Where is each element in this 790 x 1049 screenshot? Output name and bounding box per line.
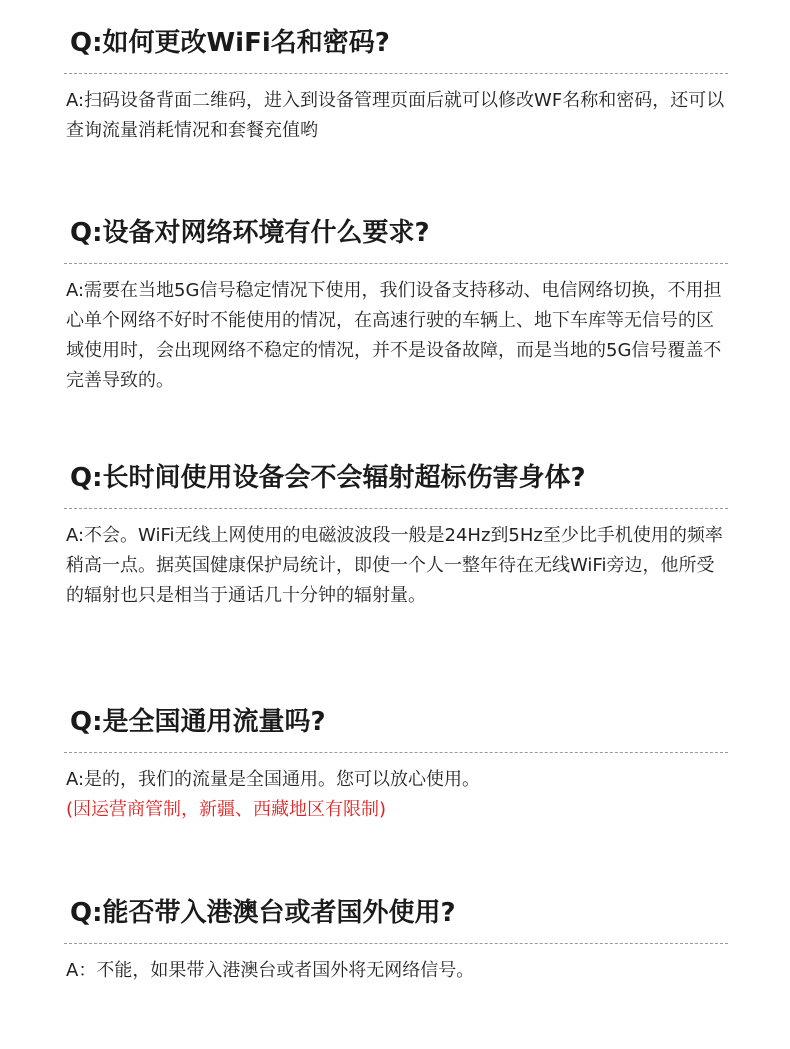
faq-item [64, 460, 728, 611]
faq-answer: A：不能，如果带入港澳台或者国外将无网络信号。 [66, 960, 475, 981]
faq-item [64, 215, 728, 396]
faq-divider [64, 943, 728, 944]
faq-question: Q:是全国通用流量吗? [70, 707, 326, 737]
faq-question: Q:如何更改WiFi名和密码? [70, 28, 390, 58]
faq-item [64, 895, 728, 986]
faq-item [64, 25, 728, 146]
faq-question: Q:能否带入港澳台或者国外使用? [70, 898, 456, 928]
faq-divider [64, 752, 728, 753]
faq-divider [64, 73, 728, 74]
faq-divider [64, 508, 728, 509]
faq-question: Q:长时间使用设备会不会辐射超标伤害身体? [70, 463, 586, 493]
faq-answer: A:需要在当地5G信号稳定情况下使用，我们设备支持移动、电信网络切换，不用担心单个网络不好时不能使用的情况，在高速行驶的车辆上、地下车库等无信号的区域使用时，会出现网络不稳定的情况，并不是设备故障，而是当地的5G信号覆盖不完善导致的。 [66, 280, 722, 391]
faq-restriction-note: (因运营商管制，新疆、西藏地区有限制) [66, 799, 387, 820]
faq-question: Q:设备对网络环境有什么要求? [70, 218, 430, 248]
faq-divider [64, 263, 728, 264]
faq-answer: A:扫码设备背面二维码，进入到设备管理页面后就可以修改WF名称和密码，还可以查询流量消耗情况和套餐充值哟 [66, 90, 725, 141]
faq-item [64, 704, 728, 825]
faq-answer: A:不会。WiFi无线上网使用的电磁波波段一般是24Hz到5Hz至少比手机使用的频率稍高一点。据英国健康保护局统计，即使一个人一整年待在无线WiFi旁边，他所受的辐射也只是相当于通话几十分钟的辐射量。 [66, 525, 723, 606]
faq-answer: A:是的，我们的流量是全国通用。您可以放心使用。 [66, 769, 481, 790]
